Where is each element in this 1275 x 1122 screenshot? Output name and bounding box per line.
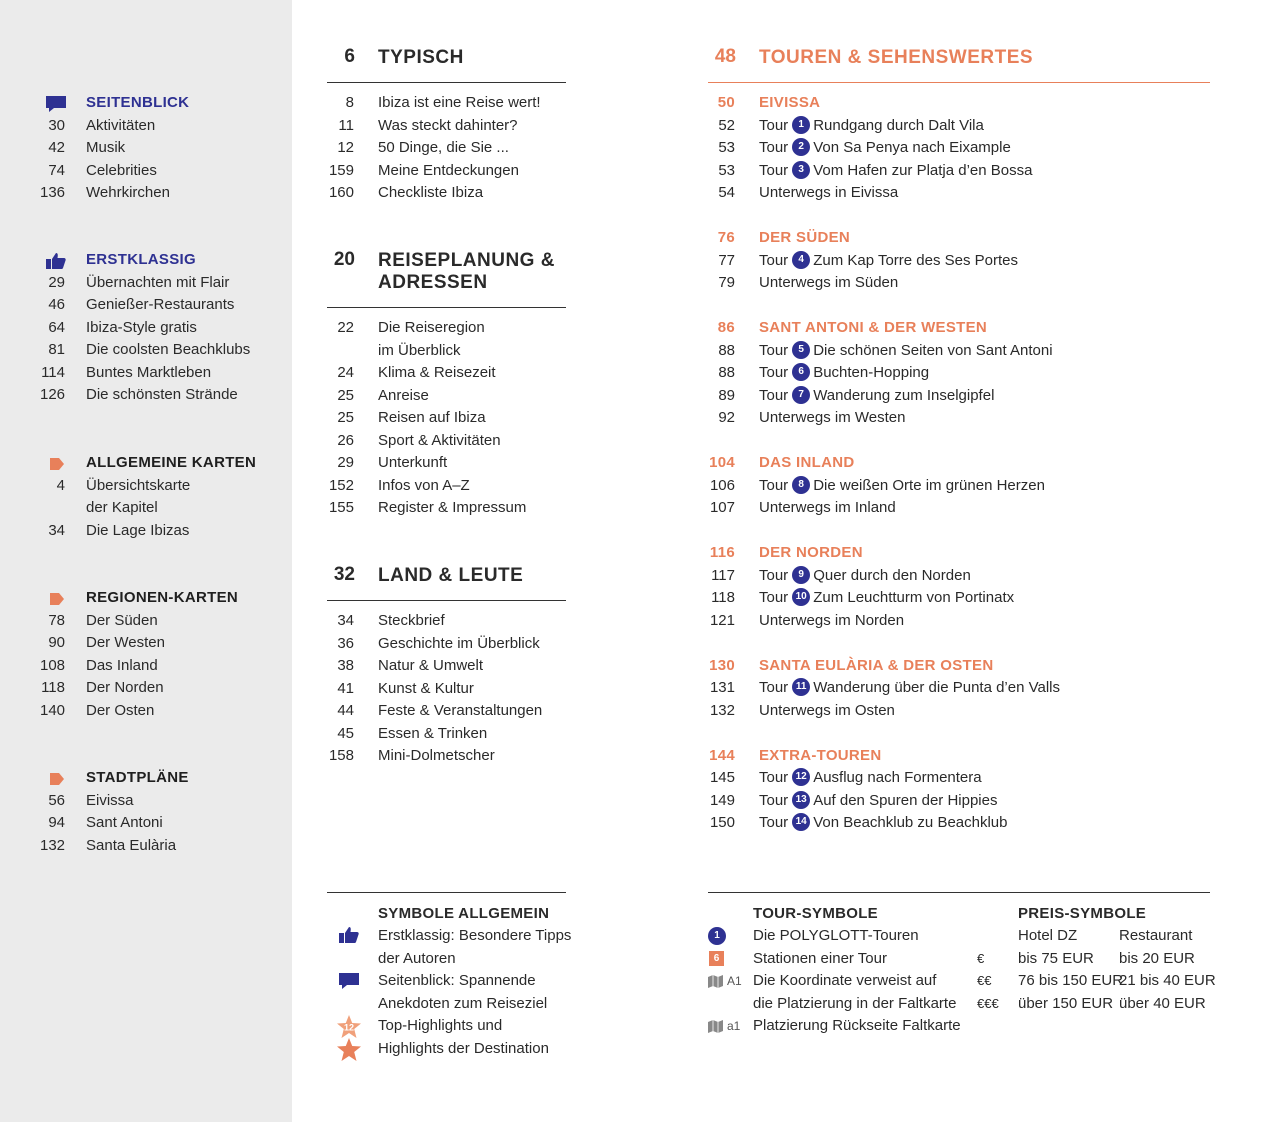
speech-bubble-icon (338, 972, 360, 990)
column-header: Hotel DZ (1018, 927, 1078, 944)
toc-entry[interactable]: 158 Mini-Dolmetscher (328, 747, 495, 764)
list-item[interactable]: der Kapitel (86, 499, 158, 516)
tag-arrow-icon (45, 590, 67, 608)
region-heading[interactable]: 130 SANTA EULÀRIA & DER OSTEN (709, 656, 994, 674)
toc-entry[interactable]: 22 Die Reiseregion (337, 319, 485, 336)
list-item[interactable]: 136 Wehrkirchen (40, 184, 170, 201)
list-item[interactable]: 140 Der Osten (40, 701, 155, 719)
section-title: REGIONEN-KARTEN (86, 589, 239, 606)
spacer (708, 722, 1208, 745)
toc-entry[interactable]: 45 Essen & Trinken (337, 724, 488, 742)
sidebar-section-erstklassig (40, 249, 285, 407)
tour-entry[interactable]: 88 Tour 6 Buchten-Hopping (718, 364, 930, 381)
toc-entry[interactable]: 38 Natur & Umwelt (337, 657, 484, 674)
price-symbol: € (977, 951, 985, 966)
toc-entry[interactable]: 132 Unterwegs im Osten (709, 701, 895, 719)
toc-entry[interactable]: 26 Sport & Aktivitäten (337, 431, 501, 449)
toc-entry[interactable]: 160 Checkliste Ibiza (328, 184, 484, 201)
list-item[interactable]: 30 Aktivitäten (48, 116, 156, 134)
thumbs-up-icon (338, 926, 360, 944)
tour-entry[interactable]: 88 Tour 5 Die schönen Seiten von Sant Antoni (718, 341, 1053, 359)
spacer (708, 205, 1208, 228)
chapter-title: TOUREN & SEHENSWERTES (759, 47, 1034, 68)
list-item[interactable]: 94 Sant Antoni (48, 814, 163, 831)
tour-entry[interactable]: 150 Tour 14 Von Beachklub zu Beachklub (709, 814, 1008, 831)
tour-entry[interactable]: 77 Tour 4 Zum Kap Torre des Ses Portes (718, 251, 1019, 269)
toc-entry[interactable]: 121 Unterwegs im Norden (709, 611, 905, 629)
region-heading[interactable]: 116 DER NORDEN (709, 544, 863, 561)
toc-entry[interactable]: 25 Anreise (337, 386, 429, 404)
sidebar-section-allgemeine-karten (40, 452, 285, 542)
tour-number-badge: 8 (792, 476, 810, 494)
thumbs-up-icon (45, 252, 67, 270)
price-symbol: €€€ (977, 996, 999, 1011)
divider (327, 892, 566, 893)
toc-entry[interactable]: 159 Meine Entdeckungen (328, 161, 519, 179)
list-item[interactable]: 132 Santa Eulària (40, 836, 177, 854)
list-item[interactable]: 34 Die Lage Ibizas (48, 521, 190, 539)
tour-entry[interactable]: 106 Tour 8 Die weißen Orte im grünen Herzen (709, 476, 1045, 494)
tour-entry[interactable]: 118 Tour 10 Zum Leuchtturm von Portinatx (711, 589, 1015, 606)
tour-number-badge: 11 (792, 678, 810, 696)
chapter-number: 6 (344, 46, 355, 67)
tour-entry[interactable]: 89 Tour 7 Wanderung zum Inselgipfel (718, 386, 995, 404)
column-header: Restaurant (1119, 927, 1193, 944)
toc-entry[interactable]: 8 Ibiza ist eine Reise wert! (345, 94, 541, 111)
toc-entry[interactable]: 92 Unterwegs im Westen (718, 409, 906, 426)
legend-title: TOUR-SYMBOLE (753, 905, 878, 922)
toc-entry[interactable]: 24 Klima & Reisezeit (337, 364, 496, 381)
station-square-icon: 6 (709, 951, 724, 966)
folded-map-icon (708, 1020, 723, 1033)
toc-entry[interactable]: 12 50 Dinge, die Sie ... (337, 139, 509, 156)
toc-entry[interactable]: 36 Geschichte im Überblick (337, 634, 540, 652)
tour-number-badge: 13 (792, 791, 810, 809)
tour-entry[interactable]: 131 Tour 11 Wanderung über die Punta d’en Valls (709, 679, 1061, 696)
tour-number-badge: 7 (792, 386, 810, 404)
tag-arrow-icon (45, 770, 67, 788)
spacer (708, 295, 1208, 318)
toc-entry[interactable]: 29 Unterkunft (337, 454, 448, 471)
tag-arrow-icon (45, 455, 67, 473)
tour-number-badge: 10 (792, 588, 810, 606)
divider (708, 82, 1210, 83)
toc-entry[interactable]: 79 Unterwegs im Süden (718, 274, 899, 291)
tour-number-badge: 1 (792, 116, 810, 134)
tour-number-badge: 6 (792, 363, 810, 381)
legend-title: SYMBOLE ALLGEMEIN (378, 905, 550, 922)
chapter-number: 20 (333, 249, 355, 270)
list-item[interactable]: 42 Musik (48, 139, 126, 156)
chapter-title: LAND & LEUTE (378, 565, 524, 586)
list-item[interactable]: 4 Übersichtskarte (56, 476, 191, 494)
list-item[interactable]: 90 Der Westen (48, 634, 165, 651)
chapter-number: 48 (714, 46, 736, 67)
list-item[interactable]: 81 Die coolsten Beachklubs (48, 341, 251, 358)
chapter-title: REISEPLANUNG & (378, 250, 555, 271)
sidebar-section-stadtplaene (40, 767, 285, 857)
sidebar (0, 0, 292, 1122)
list-item[interactable]: 46 Genießer-Restaurants (48, 296, 235, 313)
folded-map-icon (708, 975, 723, 988)
tour-entry[interactable]: 149 Tour 13 Auf den Spuren der Hippies (709, 791, 998, 809)
list-item[interactable]: 74 Celebrities (48, 161, 157, 179)
divider (327, 600, 566, 601)
region-heading[interactable]: 104 DAS INLAND (709, 454, 855, 471)
star-icon (336, 1037, 362, 1063)
list-item[interactable]: 118 Der Norden (41, 679, 164, 696)
tour-number-badge: 2 (792, 138, 810, 156)
toc-entry[interactable]: 54 Unterwegs in Eivissa (718, 184, 899, 201)
region-heading[interactable]: 76 DER SÜDEN (717, 229, 851, 246)
tour-entry[interactable]: 52 Tour 1 Rundgang durch Dalt Vila (718, 116, 984, 134)
tour-entry[interactable]: 145 Tour 12 Ausflug nach Formentera (709, 769, 982, 786)
divider (327, 307, 566, 308)
tour-number-badge: 4 (792, 251, 810, 269)
sidebar-section-regionen-karten (40, 587, 285, 722)
section-title: STADTPLÄNE (86, 769, 189, 786)
toc-entry[interactable]: 107 Unterwegs im Inland (709, 499, 896, 516)
spacer (708, 632, 1208, 655)
region-heading[interactable]: 144 EXTRA-TOUREN (709, 746, 882, 764)
tour-entry[interactable]: 117 Tour 9 Quer durch den Norden (711, 566, 971, 584)
tour-badge-icon: 1 (708, 927, 726, 945)
toc-entry[interactable]: 34 Steckbrief (337, 612, 445, 629)
toc-entry[interactable]: 152 Infos von A–Z (328, 476, 470, 494)
list-item[interactable]: 29 Übernachten mit Flair (48, 273, 230, 291)
spacer (708, 430, 1208, 453)
tour-number-badge: 9 (792, 566, 810, 584)
list-item[interactable]: 64 Ibiza-Style gratis (48, 318, 197, 336)
star-number: 12 (343, 1022, 355, 1033)
section-title: SEITENBLICK (86, 94, 190, 111)
tour-entry[interactable]: 53 Tour 2 Von Sa Penya nach Eixample (718, 139, 1011, 156)
chapter-title-line2: ADRESSEN (378, 272, 488, 293)
toc-entry[interactable]: 41 Kunst & Kultur (337, 679, 474, 697)
coord-label: A1 (727, 974, 742, 988)
price-symbol: €€ (977, 973, 992, 988)
toc-entry[interactable]: 44 Feste & Veranstaltungen (337, 702, 543, 719)
toc-entry[interactable]: 11 Was steckt dahinter? (338, 116, 518, 134)
section-title: ERSTKLASSIG (86, 251, 196, 268)
coord-label: a1 (727, 1019, 741, 1033)
divider (327, 82, 566, 83)
region-heading[interactable]: 50 EIVISSA (717, 94, 821, 111)
tour-number-badge: 14 (792, 813, 810, 831)
chapter-title: TYPISCH (378, 47, 464, 68)
tour-entry[interactable]: 53 Tour 3 Vom Hafen zur Platja d’en Bossa (718, 161, 1033, 179)
list-item[interactable]: 108 Das Inland (40, 656, 158, 674)
toc-entry[interactable]: 155 Register & Impressum (328, 499, 527, 516)
region-heading[interactable]: 86 SANT ANTONI & DER WESTEN (717, 319, 988, 336)
chapter-number: 32 (333, 564, 355, 585)
speech-bubble-icon (45, 95, 67, 113)
list-item[interactable]: 114 Buntes Marktleben (41, 363, 212, 381)
touren-list (708, 92, 1208, 835)
list-item[interactable]: 126 Die schönsten Strände (40, 386, 238, 403)
tour-number-badge: 3 (792, 161, 810, 179)
section-title: ALLGEMEINE KARTEN (86, 454, 257, 471)
list-item[interactable]: 56 Eivissa (48, 791, 134, 809)
spacer (708, 520, 1208, 543)
toc-entry[interactable]: 25 Reisen auf Ibiza (337, 409, 486, 426)
legend-title: PREIS-SYMBOLE (1018, 905, 1147, 922)
divider (708, 892, 1210, 893)
list-item[interactable]: 78 Der Süden (48, 611, 158, 629)
sidebar-section-seitenblick (40, 92, 285, 205)
tour-number-badge: 12 (792, 768, 810, 786)
toc-entry[interactable]: im Überblick (378, 341, 461, 359)
tour-number-badge: 5 (792, 341, 810, 359)
